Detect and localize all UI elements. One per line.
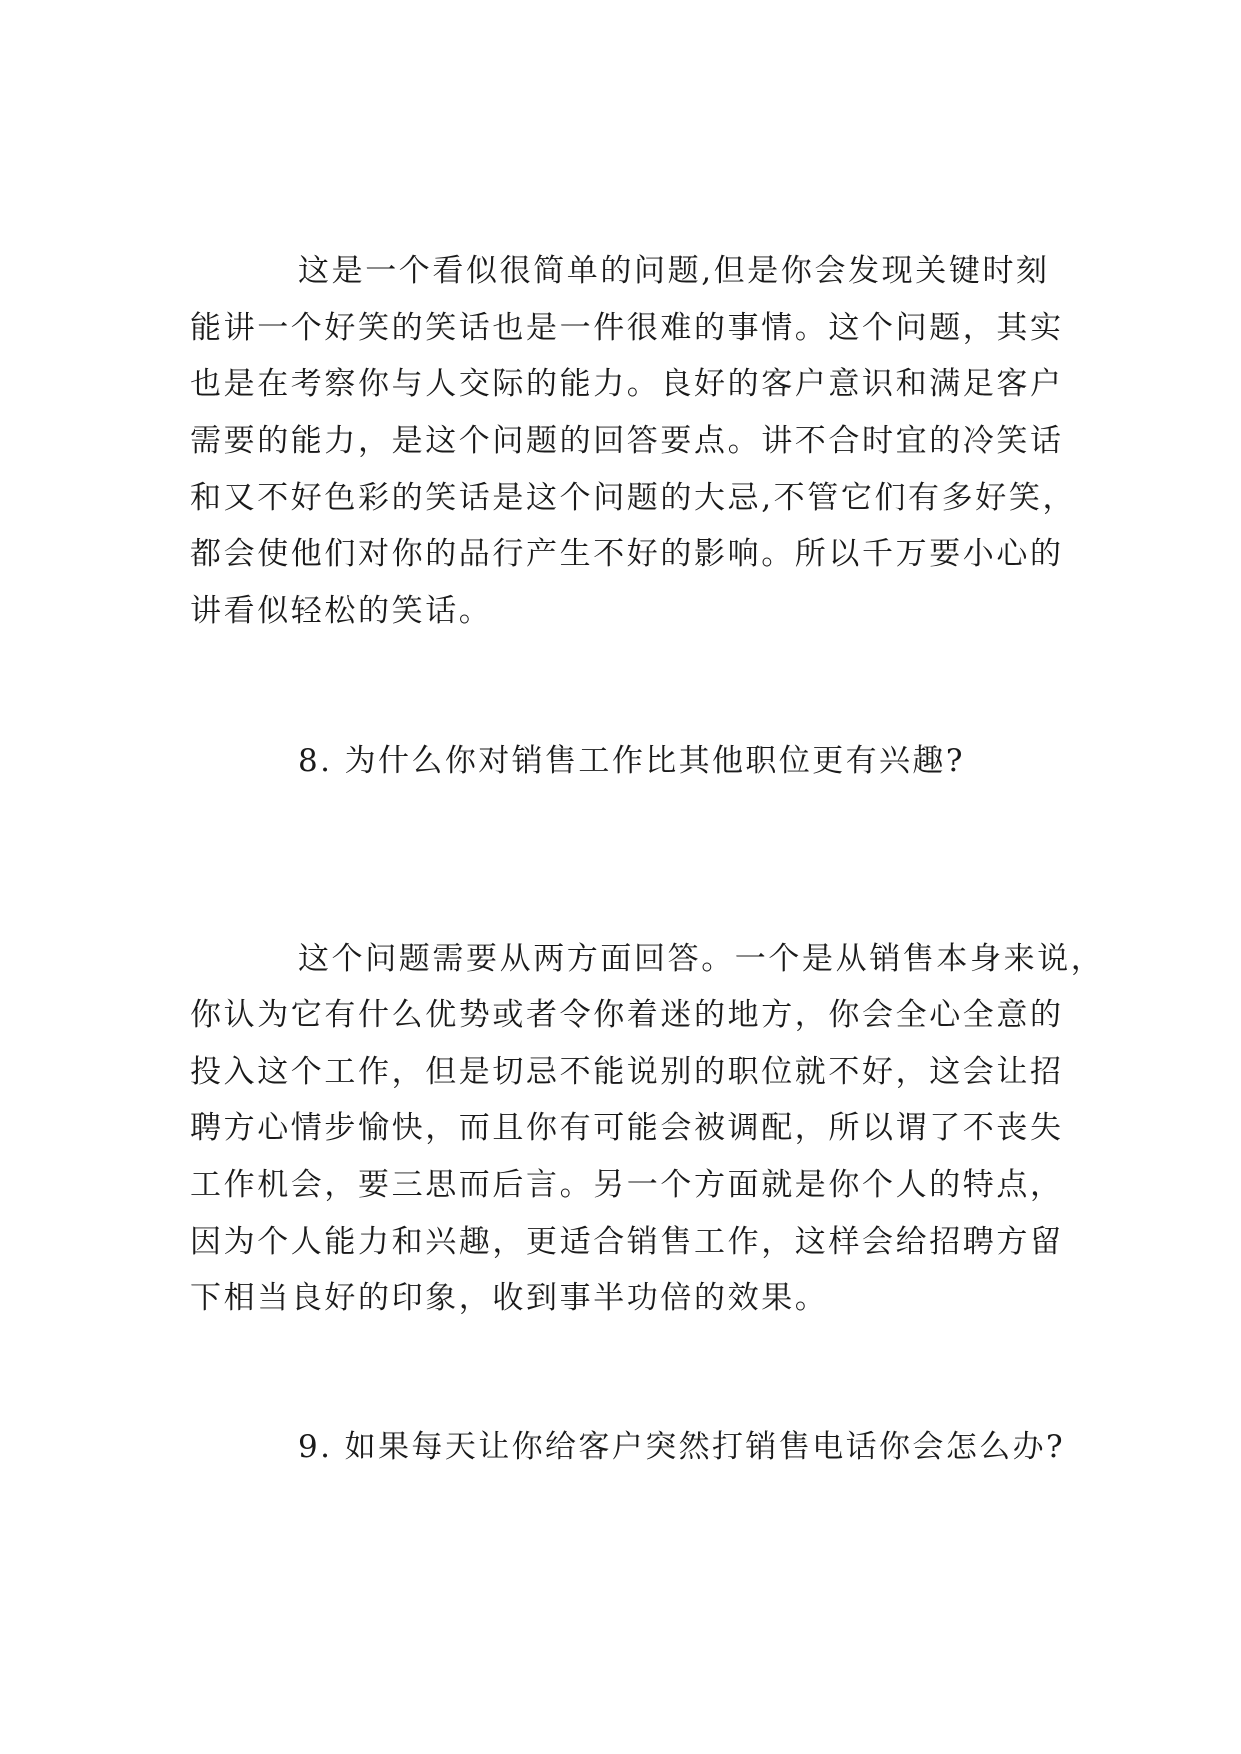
paragraph-line: 因为个人能力和兴趣，更适合销售工作，这样会给招聘方留	[190, 1224, 1064, 1260]
paragraph-line: 这个问题需要从两方面回答。一个是从销售本身来说，	[298, 941, 1105, 977]
paragraph-line: 你认为它有什么优势或者令你着迷的地方，你会全心全意的	[190, 997, 1064, 1033]
paragraph-line: 聘方心情步愉快，而且你有可能会被调配，所以谓了不丧失	[190, 1110, 1064, 1146]
paragraph-line: 工作机会，要三思而后言。另一个方面就是你个人的特点，	[190, 1167, 1064, 1203]
paragraph-line: 都会使他们对你的品行产生不好的影响。所以千万要小心的	[190, 536, 1064, 572]
paragraph-line: 下相当良好的印象，收到事半功倍的效果。	[190, 1280, 829, 1316]
paragraph-line: 投入这个工作，但是切忌不能说别的职位就不好，这会让招	[190, 1054, 1064, 1090]
paragraph-line: 也是在考察你与人交际的能力。良好的客户意识和满足客户	[190, 366, 1064, 402]
paragraph-line: 能讲一个好笑的笑话也是一件很难的事情。这个问题，其实	[190, 310, 1064, 346]
paragraph-line: 这是一个看似很简单的问题,但是你会发现关键时刻	[298, 253, 1050, 289]
question-heading-8: 8. 为什么你对销售工作比其他职位更有兴趣?	[298, 743, 965, 779]
question-heading-9: 9. 如果每天让你给客户突然打销售电话你会怎么办?	[298, 1429, 1066, 1465]
paragraph-line: 讲看似轻松的笑话。	[190, 593, 493, 629]
paragraph-line: 需要的能力，是这个问题的回答要点。讲不合时宜的冷笑话	[190, 423, 1064, 459]
paragraph-line: 和又不好色彩的笑话是这个问题的大忌,不管它们有多好笑，	[190, 480, 1077, 516]
